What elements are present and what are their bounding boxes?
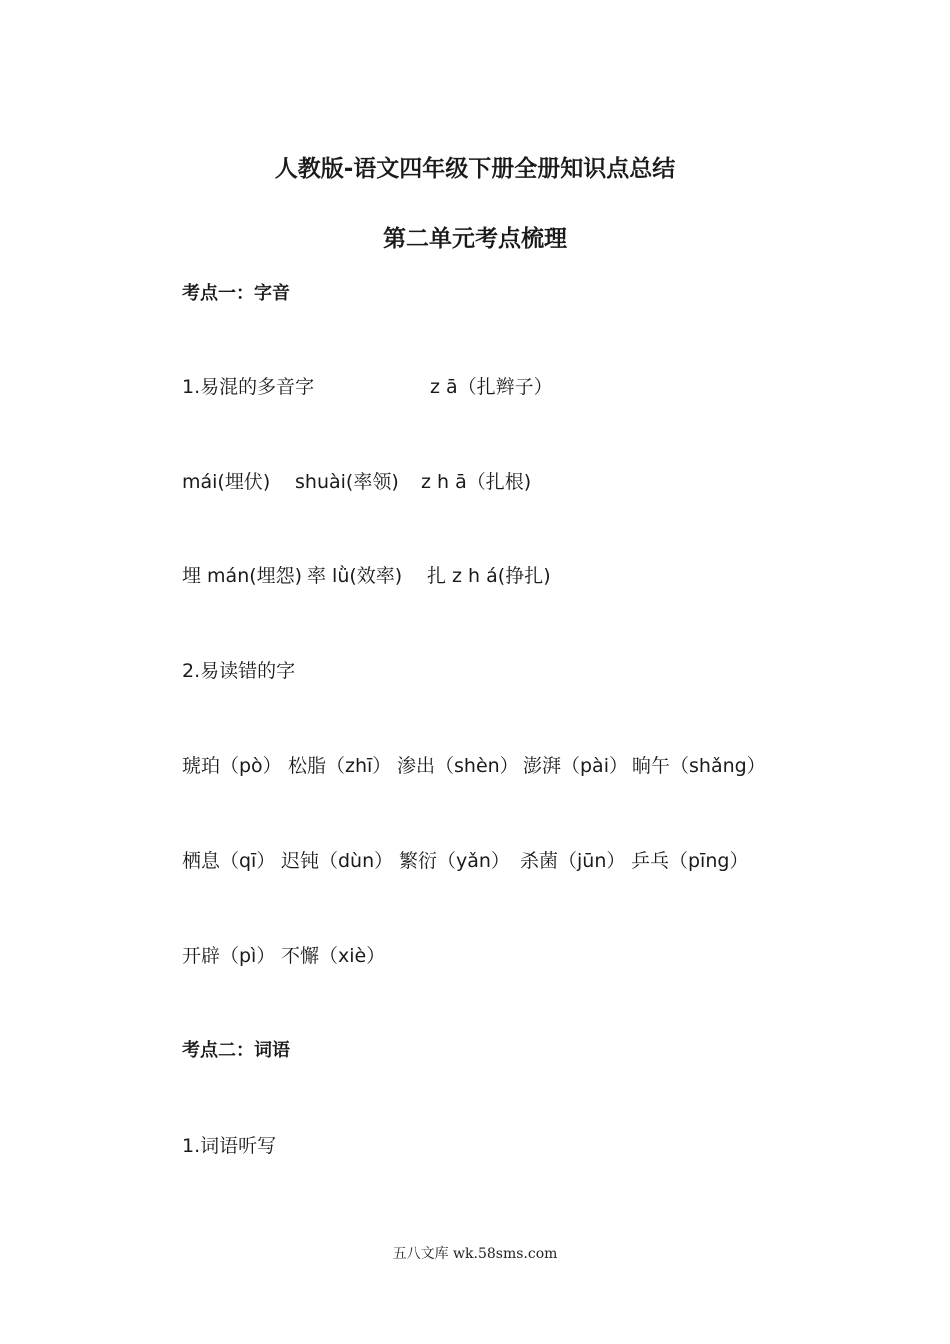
- page-footer: 五八文库 wk.58sms.com: [392, 1246, 558, 1262]
- list-item: 迟钝（dùn）: [281, 850, 394, 872]
- section-heading-pronunciation: 考点一：字音: [182, 283, 290, 304]
- item-polyphonic-right: z ā（扎辫子）: [430, 376, 553, 398]
- list-item: 埋 mán(埋怨): [182, 565, 303, 587]
- document-subtitle: 第二单元考点梳理: [383, 226, 567, 252]
- list-item: 澎湃（pài）: [523, 755, 628, 777]
- list-item: 繁衍（yǎn）: [399, 850, 510, 872]
- list-item: z h ā（扎根): [421, 471, 532, 493]
- document-title: 人教版-语文四年级下册全册知识点总结: [274, 156, 676, 182]
- list-item: 晌午（shǎng）: [632, 755, 766, 777]
- list-item: 扎 z h á(挣扎): [427, 565, 551, 587]
- list-item: 开辟（pì）: [182, 945, 276, 967]
- section-heading-vocabulary: 考点二：词语: [182, 1040, 290, 1061]
- list-item: shuài(率领): [295, 471, 399, 493]
- list-item: 不懈（xiè）: [281, 945, 386, 967]
- list-item: 琥珀（pò）: [182, 755, 282, 777]
- list-item: 乒乓（pīng）: [631, 850, 749, 872]
- list-item: 率 lǜ(效率): [307, 565, 403, 587]
- list-item: mái(埋伏): [182, 471, 271, 493]
- list-item: 栖息（qī）: [182, 850, 276, 872]
- list-item: 杀菌（jūn）: [520, 850, 626, 872]
- item-misread-label: 2.易读错的字: [182, 660, 296, 682]
- item-dictation-label: 1.词语听写: [182, 1135, 277, 1157]
- item-polyphonic-label: 1.易混的多音字: [182, 376, 315, 398]
- list-item: 渗出（shèn）: [397, 755, 519, 777]
- list-item: 松脂（zhī）: [288, 755, 392, 777]
